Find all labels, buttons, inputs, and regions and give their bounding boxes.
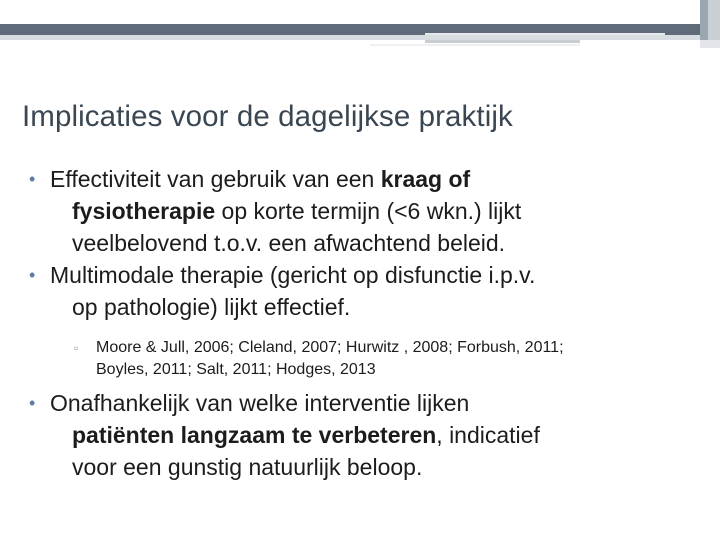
reference-line: Boyles, 2011; Salt, 2011; Hodges, 2013 [96, 361, 376, 378]
bullet-line: veelbelovend t.o.v. een afwachtend beleid. [72, 230, 506, 256]
bullet-line: voor een gunstig natuurlijk beloop. [72, 454, 423, 480]
sub-bullet-references [74, 337, 696, 381]
bullet-line: Onafhankelijk van welke interventie lijken [50, 390, 470, 416]
corner-accent [708, 0, 720, 40]
header-stripe [425, 40, 580, 43]
bullet-marker: • [29, 265, 36, 285]
bullet-line: Multimodale therapie (gericht op disfunctie i.p.v. [50, 262, 536, 288]
bullet-line: fysiotherapie op korte termijn (<6 wkn.) lijkt [72, 198, 522, 224]
bullet-line: Effectiviteit van gebruik van een kraag of [50, 166, 471, 192]
reference-line: Moore & Jull, 2006; Cleland, 2007; Hurwitz , 2008; Forbush, 2011; [96, 339, 564, 356]
header-bar-light [0, 35, 700, 40]
corner-accent [700, 0, 708, 40]
bullet-line: op pathologie) lijkt effectief. [72, 294, 351, 320]
header-band [0, 0, 720, 24]
header-stripe [425, 33, 665, 35]
bullet-marker: • [29, 393, 36, 413]
bullet-onafhankelijk [29, 387, 690, 483]
bullet-multimodale [29, 259, 690, 323]
slide-title: Implicaties voor de dagelijkse praktijk [22, 100, 513, 133]
sub-bullet-marker: ▫ [74, 341, 79, 355]
corner-accent [700, 40, 720, 48]
bullet-line: patiënten langzaam te verbeteren, indicatief [72, 422, 540, 448]
bullet-marker: • [29, 169, 36, 189]
header-stripe [370, 44, 580, 46]
bullet-effectiviteit [29, 163, 690, 259]
